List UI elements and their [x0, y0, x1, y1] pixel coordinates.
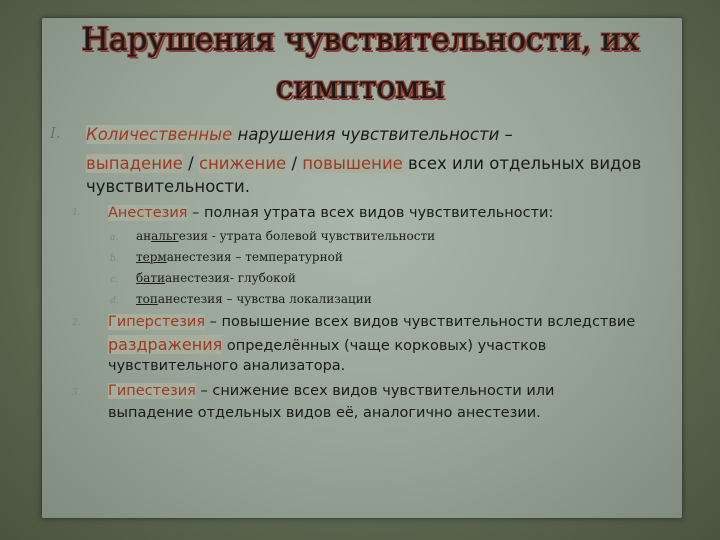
sub-item-b	[136, 247, 343, 268]
section-marker: I.	[50, 124, 61, 142]
sub-b-root: терм	[136, 250, 167, 264]
item2-term2: раздражения	[108, 335, 223, 354]
item1-text	[108, 203, 553, 224]
slide-title-line2: симптомы	[275, 68, 445, 106]
sub-c-marker: c.	[110, 275, 118, 285]
item3-term: Гипестезия	[108, 383, 196, 399]
sub-item-d	[136, 289, 372, 310]
word-loss: выпадение	[86, 154, 183, 173]
item2-term: Гиперстезия	[108, 314, 206, 330]
item1-marker: 1.	[72, 208, 81, 218]
heading-rest: нарушения чувствительности	[232, 125, 500, 144]
item3-rest: – снижение всех видов чувствительности или	[195, 383, 555, 399]
item3-line1	[108, 381, 554, 402]
sub-b-marker: b.	[110, 254, 119, 264]
item2-marker: 2.	[72, 318, 81, 328]
item2-line1	[108, 312, 635, 333]
sub-c-root: бати	[136, 271, 166, 285]
item1-rest: – полная утрата всех видов чувствительности:	[187, 205, 554, 221]
item1-term: Анестезия	[108, 205, 188, 221]
separator: /	[182, 154, 199, 173]
slide-title-line1: Нарушения чувствительности, их	[81, 20, 639, 58]
item3-marker: 3.	[72, 388, 81, 398]
section-line2	[86, 153, 641, 175]
section-line3: чувствительности.	[86, 177, 250, 196]
sub-a-marker: a.	[110, 233, 119, 243]
sub-b-post: анестезия – температурной	[166, 250, 343, 264]
heading-dash: –	[499, 125, 513, 144]
sub-a-root: альг	[151, 229, 179, 243]
section-heading	[86, 124, 513, 146]
item2-rest: – повышение всех видов чувствительности вследствие	[205, 314, 636, 330]
word-increase: повышение	[302, 154, 403, 173]
item2-line2	[108, 334, 546, 357]
item3-line2: выпадение отдельных видов её, аналогично анестезии.	[108, 405, 541, 421]
sub-a-pre: ан	[136, 229, 152, 243]
sub-item-a	[136, 226, 435, 247]
sub-d-post: анестезия – чувства локализации	[157, 292, 372, 306]
sub-c-post: анестезия- глубокой	[165, 271, 296, 285]
heading-term: Количественные	[86, 125, 233, 144]
item2-rest2: определённых (чаще корковых) участков	[222, 338, 547, 354]
line2-rest: всех или отдельных видов	[402, 154, 642, 173]
sub-item-c	[136, 268, 296, 289]
word-decrease: снижение	[198, 154, 287, 173]
sub-a-post: езия - утрата болевой чувствительности	[178, 229, 436, 243]
sub-d-root: топ	[136, 292, 158, 306]
sub-d-marker: d.	[110, 296, 119, 306]
item2-line3: чувствительного анализатора.	[108, 358, 346, 374]
separator: /	[286, 154, 303, 173]
